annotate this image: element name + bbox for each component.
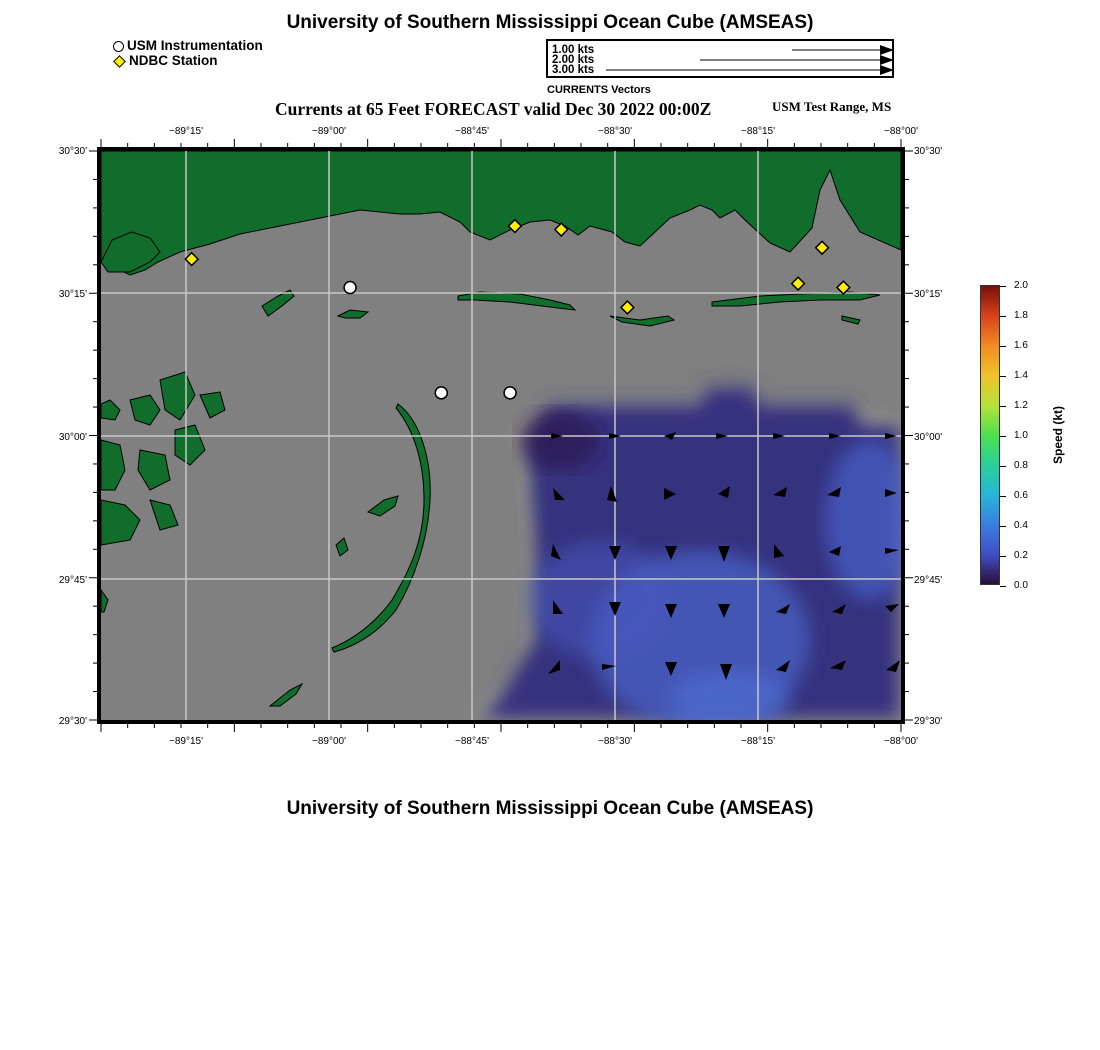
lat-label: 30°15' <box>914 289 943 300</box>
lon-label: −89°00' <box>312 736 346 747</box>
colorbar-tick: 1.2 <box>1014 400 1028 411</box>
lon-labels-top <box>169 126 918 137</box>
lon-label: −88°00' <box>884 736 918 747</box>
lat-label: 30°30' <box>58 146 87 157</box>
lon-label: −88°15' <box>741 126 775 137</box>
current-speed-field <box>470 386 915 730</box>
colorbar-tick: 1.4 <box>1014 370 1028 381</box>
lon-label: −88°30' <box>598 736 632 747</box>
colorbar-tickmark <box>1000 496 1006 497</box>
map-subtitle: Currents at 65 Feet FORECAST valid Dec 30 2022 00:00Z <box>275 99 712 119</box>
colorbar-tick: 0.0 <box>1014 580 1028 591</box>
lat-labels-right <box>914 146 942 727</box>
lon-label: −88°45' <box>455 126 489 137</box>
lat-label: 30°30' <box>914 146 943 157</box>
lat-labels-left <box>59 146 87 727</box>
lat-label: 30°00' <box>58 432 87 443</box>
lon-label: −88°30' <box>598 126 632 137</box>
colorbar-label: Speed (kt) <box>1051 406 1065 465</box>
colorbar-tickmark <box>1000 376 1006 377</box>
colorbar-tickmark <box>1000 526 1006 527</box>
colorbar-tickmark <box>1000 346 1006 347</box>
usm-instrument-marker <box>504 387 516 399</box>
location-label: USM Test Range, MS <box>772 99 892 114</box>
colorbar-tick: 0.2 <box>1014 550 1028 561</box>
colorbar-tick: 1.8 <box>1014 310 1028 321</box>
colorbar-tickmark <box>1000 286 1006 287</box>
colorbar-tick: 1.0 <box>1014 430 1028 441</box>
speed-colorbar <box>980 285 1000 585</box>
lat-label: 29°30' <box>914 716 943 727</box>
lon-label: −88°15' <box>741 736 775 747</box>
legend-usm-label: USM Instrumentation <box>127 38 263 53</box>
colorbar-tickmark <box>1000 556 1006 557</box>
legend-ndbc-label: NDBC Station <box>129 53 218 68</box>
colorbar-tickmark <box>1000 436 1006 437</box>
lat-label: 30°15' <box>58 289 87 300</box>
lon-labels-bottom <box>169 736 918 747</box>
colorbar-tick: 2.0 <box>1014 280 1028 291</box>
lat-label: 29°45' <box>914 575 943 586</box>
vector-key-label-1: 1.00 kts <box>552 44 595 56</box>
colorbar-tick: 0.4 <box>1014 520 1028 531</box>
vector-key-label-3: 3.00 kts <box>552 64 595 76</box>
usm-instrument-marker <box>344 282 356 294</box>
usm-instrument-marker <box>435 387 447 399</box>
lon-label: −89°15' <box>169 126 203 137</box>
lon-label: −89°00' <box>312 126 346 137</box>
colorbar-tickmark <box>1000 316 1006 317</box>
vector-key-caption: CURRENTS Vectors <box>547 84 651 96</box>
lat-label: 29°30' <box>58 716 87 727</box>
lon-label: −88°45' <box>455 736 489 747</box>
map-title: University of Southern Mississippi Ocean Cube (AMSEAS) <box>286 12 814 33</box>
colorbar-tick: 1.6 <box>1014 340 1028 351</box>
colorbar-tick: 0.6 <box>1014 490 1028 501</box>
bottom-title: University of Southern Mississippi Ocean Cube (AMSEAS) <box>286 798 814 819</box>
colorbar-tickmark <box>1000 406 1006 407</box>
colorbar-tick: 0.8 <box>1014 460 1028 471</box>
lon-label: −89°15' <box>169 736 203 747</box>
vector-key-label-2: 2.00 kts <box>552 54 595 66</box>
lon-label: −88°00' <box>884 126 918 137</box>
lat-label: 29°45' <box>58 575 87 586</box>
colorbar-tickmark <box>1000 586 1006 587</box>
colorbar-tickmark <box>1000 466 1006 467</box>
lat-label: 30°00' <box>914 432 943 443</box>
